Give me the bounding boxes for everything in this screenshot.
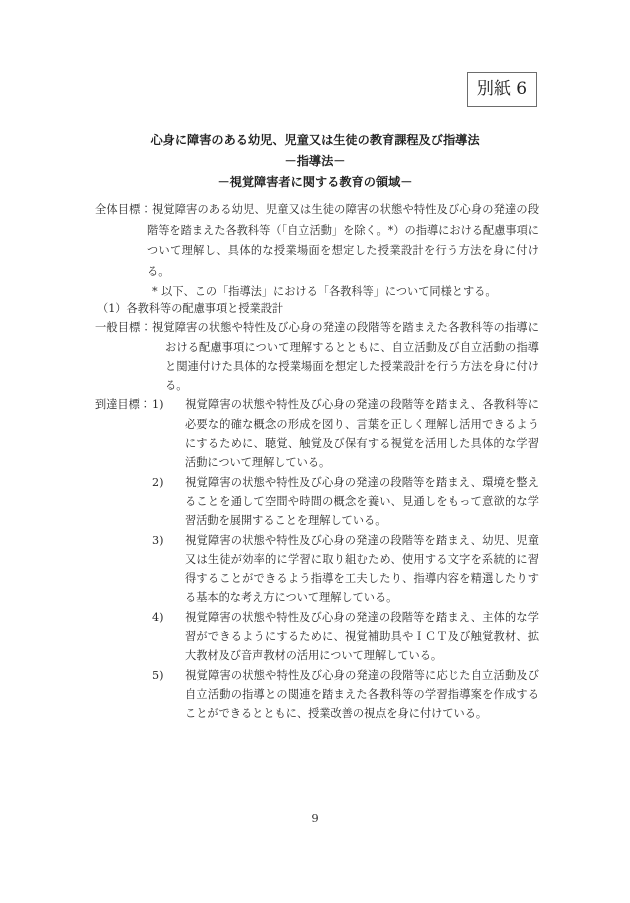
item-5-text: 視覚障害の状態や特性及び心身の発達の段階等に応じた自立活動及び自立活動の指導との関連を踏まえた各教科等の学習指導案を作成することができるとともに、授業改善の視点を身に付けている。 <box>185 668 539 721</box>
general-goal-label: 一般目標： <box>95 321 152 335</box>
item-1-text: 視覚障害の状態や特性及び心身の発達の段階等を踏まえ、各教科等に必要な的確な概念の形成を図り、言葉を正しく理解し活用できるようにするために、聴覚、触覚及び保有する視覚を活用した具体的な学習活動について理解している。 <box>185 398 539 470</box>
section-1-heading: （1）各教科等の配慮事項と授業設計 <box>97 302 284 315</box>
section-1 <box>95 299 539 724</box>
overall-goal-text: 視覚障害のある幼児、児童又は生徒の障害の状態や特性及び心身の発達の段階等を踏まえた各教科等（「自立活動」を除く。*）の指導における配慮事項について理解し、具体的な授業場面を想定した授業設計を行う方法を身に付ける。 <box>147 203 539 278</box>
overall-goal-section <box>95 200 539 303</box>
item-2-text: 視覚障害の状態や特性及び心身の発達の段階等を踏まえ、環境を整えることを通して空間や時間の概念を養い、見通しをもって意欲的な学習活動を展開することを理解している。 <box>185 475 539 528</box>
attainment-goals <box>95 395 539 723</box>
general-goal-paragraph <box>95 318 539 395</box>
title-line-3: －視覚障害者に関する教育の領域－ <box>217 175 413 189</box>
document-title <box>0 130 630 193</box>
item-3-number: 3) <box>152 533 164 547</box>
item-4-text: 視覚障害の状態や特性及び心身の発達の段階等を踏まえ、主体的な学習ができるようにするために、視覚補助具やＩＣＴ及び触覚教材、拡大教材及び音声教材の活用について理解している。 <box>185 610 539 663</box>
item-5-number: 5) <box>152 668 164 682</box>
attainment-item-3 <box>152 531 539 608</box>
attainment-item-2 <box>152 473 539 531</box>
general-goal-text: 視覚障害の状態や特性及び心身の発達の段階等を踏まえた各教科等の指導における配慮事項について理解するとともに、自立活動及び自立活動の指導と関連付けた具体的な授業場面を想定した授業設計を行う方法を身に付ける。 <box>151 321 539 393</box>
attainment-goals-label: 到達目標： <box>95 398 151 412</box>
attainment-item-5 <box>152 666 539 724</box>
item-2-number: 2) <box>152 475 164 489</box>
overall-goal-note: * 以下、この「指導法」における「各教科等」について同様とする。 <box>152 285 497 298</box>
item-1-number: 1) <box>152 398 164 412</box>
title-line-1: 心身に障害のある幼児、児童又は生徒の教育課程及び指導法 <box>150 133 480 147</box>
attainment-item-4 <box>152 608 539 666</box>
attainment-item-1 <box>152 395 539 472</box>
overall-goal-label: 全体目標： <box>95 203 152 216</box>
title-line-2: －指導法－ <box>284 154 346 168</box>
overall-goal-paragraph <box>95 200 539 282</box>
item-4-number: 4) <box>152 610 164 624</box>
item-3-text: 視覚障害の状態や特性及び心身の発達の段階等を踏まえ、幼児、児童又は生徒が効率的に学習に取り組むため、使用する文字を系統的に習得することができるよう指導を工夫したり、指導内容を精選したりする基本的な考え方について理解している。 <box>185 533 539 605</box>
attainment-goal-list <box>152 395 539 723</box>
page-number: 9 <box>311 811 319 825</box>
attachment-label: 別紙 6 <box>476 79 528 99</box>
attachment-box <box>467 72 537 107</box>
